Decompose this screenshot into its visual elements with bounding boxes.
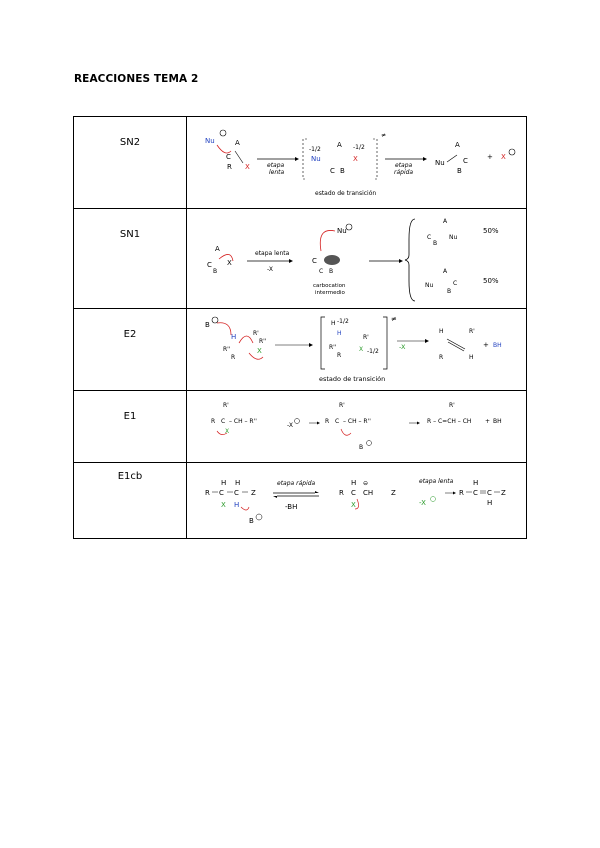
leaving-group: -X xyxy=(399,343,406,351)
e1cb-mechanism-diagram xyxy=(187,463,527,537)
reaction-scheme-sn2 xyxy=(187,117,527,209)
x-label: X xyxy=(257,347,262,355)
b-label: B xyxy=(213,268,218,275)
reaction-name-cell xyxy=(74,391,187,463)
leaving-group: -X xyxy=(287,422,293,429)
partial-charge: -1/2 xyxy=(337,318,349,325)
negative-charge-icon xyxy=(367,441,372,446)
formula-text: – CH – R'' xyxy=(229,418,257,425)
ts-caption: estado de transición xyxy=(315,190,377,197)
reaction-name: E1cb xyxy=(117,471,143,482)
table-row xyxy=(74,463,527,539)
nu-label: Nu xyxy=(205,137,215,145)
a-label: A xyxy=(235,139,240,147)
reaction-scheme-e2 xyxy=(187,309,527,391)
reaction-scheme-e1 xyxy=(187,391,527,463)
leaving-group: -X xyxy=(267,266,273,273)
table-row xyxy=(74,309,527,391)
h-label: H xyxy=(234,501,240,509)
r-label: R' xyxy=(469,328,475,335)
brace-icon xyxy=(405,219,415,301)
table-row xyxy=(74,117,527,209)
r-label: R xyxy=(325,418,330,425)
reaction-scheme-e1cb xyxy=(187,463,527,539)
b-label: B xyxy=(447,288,452,295)
h-label: H xyxy=(473,479,479,487)
nu-label: Nu xyxy=(425,282,434,289)
leaving-group: -BH xyxy=(285,503,298,511)
r-label: R' xyxy=(363,334,369,341)
h-label: H xyxy=(231,333,237,341)
b-label: B xyxy=(433,240,438,247)
negative-charge-icon xyxy=(295,419,300,424)
x-label: X xyxy=(359,346,364,353)
c-label: C xyxy=(427,234,432,241)
x-label: X xyxy=(227,259,232,267)
curved-arrow-icon xyxy=(241,507,249,510)
curved-arrow-icon xyxy=(217,145,231,153)
partial-charge: -1/2 xyxy=(367,348,379,355)
step-label: lenta xyxy=(269,169,285,176)
curved-arrow-icon xyxy=(320,230,335,251)
x-label: X xyxy=(353,155,358,163)
h-label: H xyxy=(235,479,241,487)
c-label: C xyxy=(335,418,340,425)
negative-charge-icon xyxy=(220,130,226,136)
step-label: etapa lenta xyxy=(255,250,290,257)
c-label: C xyxy=(319,268,324,275)
table-row xyxy=(74,209,527,309)
h-label: H xyxy=(337,330,342,337)
c-label: C xyxy=(473,489,478,497)
h-label: H xyxy=(439,328,444,335)
b-label: B xyxy=(249,517,254,525)
table-row xyxy=(74,391,527,463)
nu-label: Nu xyxy=(311,155,321,163)
bh-label: BH xyxy=(493,418,502,425)
z-label: Z xyxy=(251,489,256,497)
b-label: B xyxy=(205,321,210,329)
r-label: R' xyxy=(449,402,455,409)
h-label: H xyxy=(469,354,474,361)
p-orbital-icon xyxy=(324,255,340,265)
c-label: C xyxy=(487,489,492,497)
partial-charge: -1/2 xyxy=(353,144,365,151)
step-label: etapa xyxy=(395,162,413,169)
negative-charge-icon xyxy=(212,317,218,323)
b-label: B xyxy=(457,167,462,175)
z-label: Z xyxy=(501,489,506,497)
reaction-name-cell xyxy=(74,463,187,539)
r-label: R xyxy=(339,489,344,497)
r-label: R xyxy=(459,489,464,497)
a-label: A xyxy=(337,141,342,149)
h-label: H xyxy=(351,479,357,487)
nu-label: Nu xyxy=(435,159,445,167)
e1-mechanism-diagram xyxy=(187,391,527,461)
plus-sign: + xyxy=(485,418,491,425)
negative-charge-icon xyxy=(509,149,515,155)
c-label: C xyxy=(330,167,335,175)
step-label: etapa rápida xyxy=(277,480,316,487)
r-label: R'' xyxy=(223,346,231,353)
reaction-name-cell xyxy=(74,209,187,309)
reaction-arrow-icon xyxy=(417,422,420,425)
r-label: R' xyxy=(339,402,345,409)
formula-text: – CH – R'' xyxy=(343,418,371,425)
a-label: A xyxy=(215,245,220,253)
z-label: Z xyxy=(391,489,396,497)
r-label: R xyxy=(337,352,342,359)
negative-charge-icon xyxy=(431,497,436,502)
r-label: R' xyxy=(223,402,229,409)
r-label: R'' xyxy=(329,344,337,351)
plus-sign: + xyxy=(483,341,489,349)
caption: carbocation xyxy=(313,283,346,289)
h-label: H xyxy=(221,479,227,487)
x-label: X xyxy=(245,163,250,171)
c-label: C xyxy=(207,261,212,269)
ts-mark: ≠ xyxy=(391,315,397,323)
r-label: R xyxy=(227,163,232,171)
caption: intermedio xyxy=(315,290,345,296)
reaction-scheme-sn1 xyxy=(187,209,527,309)
x-label: X xyxy=(225,428,230,435)
reaction-arrow-icon xyxy=(317,422,320,425)
partial-charge: -1/2 xyxy=(309,146,321,153)
r-label: R xyxy=(211,418,216,425)
r-label: R xyxy=(439,354,444,361)
nu-label: Nu xyxy=(337,227,347,235)
reaction-name: SN2 xyxy=(119,137,141,148)
x-label: X xyxy=(221,501,226,509)
c-label: C xyxy=(351,489,356,497)
reaction-name: E1 xyxy=(123,411,137,422)
b-label: B xyxy=(329,268,334,275)
c-label: C xyxy=(453,280,458,287)
reaction-name-cell xyxy=(74,309,187,391)
negative-charge-icon xyxy=(256,514,262,520)
formula-text: CH xyxy=(363,489,374,497)
leaving-group: -X xyxy=(419,499,426,507)
sn1-mechanism-diagram xyxy=(187,209,527,307)
r-label: R'' xyxy=(259,338,267,345)
bh-label: BH xyxy=(493,342,502,349)
curved-arrow-icon xyxy=(341,429,351,435)
nu-label: Nu xyxy=(449,234,458,241)
c-label: C xyxy=(226,153,231,161)
c-label: C xyxy=(219,489,224,497)
curved-arrow-icon xyxy=(217,323,231,335)
formula-text: R – C=CH – CH xyxy=(427,418,472,425)
charge-minus: ⊖ xyxy=(363,480,369,487)
h-label: H xyxy=(487,499,493,507)
plus-sign: + xyxy=(487,153,493,161)
ts-mark: ≠ xyxy=(381,132,387,139)
reaction-name: SN1 xyxy=(119,229,141,240)
a-label: A xyxy=(443,268,448,275)
sn2-mechanism-diagram xyxy=(187,117,527,207)
h-label: H xyxy=(331,320,336,327)
x-label: X xyxy=(351,501,356,509)
c-label: C xyxy=(312,257,317,265)
ts-caption: estado de transición xyxy=(319,375,386,383)
b-label: B xyxy=(340,167,345,175)
e2-mechanism-diagram xyxy=(187,309,527,389)
a-label: A xyxy=(455,141,460,149)
r-label: R' xyxy=(253,330,259,337)
c-label: C xyxy=(463,157,468,165)
step-label: rápida xyxy=(394,169,414,176)
x-label: X xyxy=(501,153,506,161)
percentage: 50% xyxy=(483,277,499,285)
c-label: C xyxy=(221,418,226,425)
reaction-name: E2 xyxy=(123,329,137,340)
reaction-arrow-icon xyxy=(453,492,456,495)
a-label: A xyxy=(443,218,448,225)
step-label: etapa lenta xyxy=(419,478,454,485)
b-label: B xyxy=(359,444,364,451)
page-title: REACCIONES TEMA 2 xyxy=(74,73,199,85)
percentage: 50% xyxy=(483,227,499,235)
reaction-name-cell xyxy=(74,117,187,209)
step-label: etapa xyxy=(267,162,285,169)
c-label: C xyxy=(234,489,239,497)
negative-charge-icon xyxy=(346,224,352,230)
r-label: R xyxy=(205,489,210,497)
reactions-table xyxy=(73,116,527,539)
r-label: R xyxy=(231,354,236,361)
